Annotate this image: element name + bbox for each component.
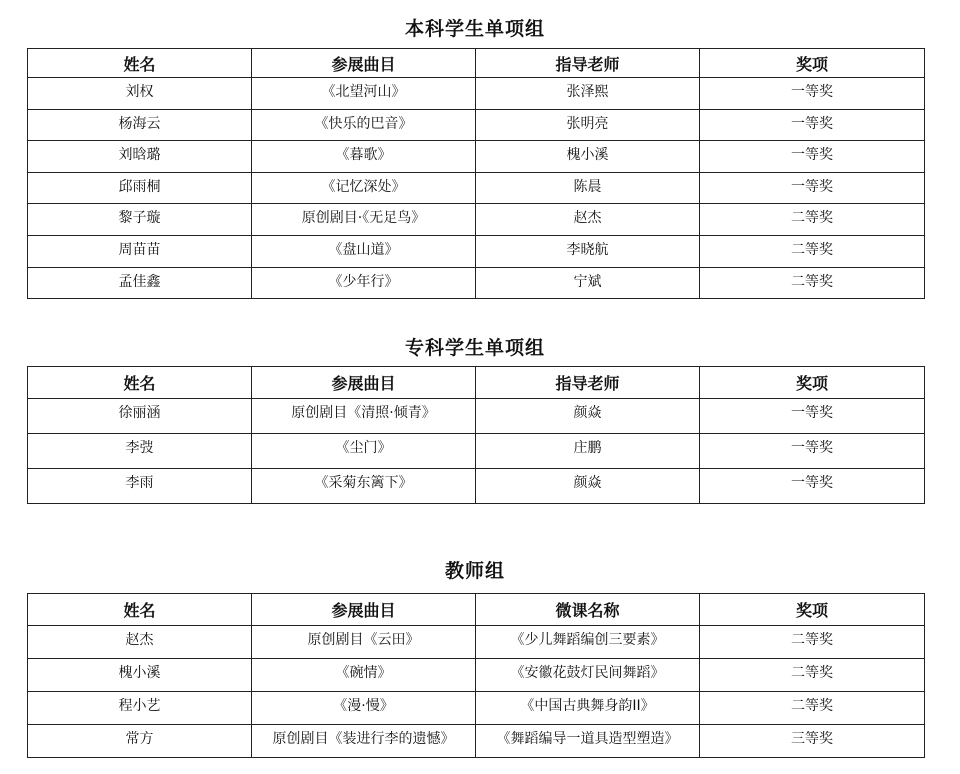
cell-name: 赵杰 — [28, 626, 252, 659]
cell-program: 《北望河山》 — [252, 78, 476, 110]
cell-program: 原创剧目·《无足鸟》 — [252, 204, 476, 236]
cell-name: 邱雨桐 — [28, 172, 252, 204]
table-row — [28, 78, 925, 110]
cell-third-column: 颜焱 — [476, 469, 700, 504]
table-row — [28, 659, 925, 692]
header-third-column: 微课名称 — [476, 594, 700, 626]
table-row — [28, 109, 925, 141]
cell-program: 《少年行》 — [252, 267, 476, 299]
cell-third-column: 宁斌 — [476, 267, 700, 299]
cell-name: 黎子璇 — [28, 204, 252, 236]
cell-award: 一等奖 — [700, 434, 925, 469]
header-third-column: 指导老师 — [476, 367, 700, 399]
cell-award: 二等奖 — [700, 204, 925, 236]
cell-program: 《碗情》 — [252, 659, 476, 692]
cell-third-column: 张明亮 — [476, 109, 700, 141]
cell-award: 二等奖 — [700, 267, 925, 299]
cell-program: 《记忆深处》 — [252, 172, 476, 204]
header-name: 姓名 — [28, 594, 252, 626]
header-award: 奖项 — [700, 367, 925, 399]
cell-third-column: 《舞蹈编导一道具造型塑造》 — [476, 725, 700, 758]
cell-third-column: 李晓航 — [476, 235, 700, 267]
cell-award: 一等奖 — [700, 78, 925, 110]
cell-name: 刘晗璐 — [28, 141, 252, 173]
cell-program: 《采菊东篱下》 — [252, 469, 476, 504]
header-name: 姓名 — [28, 49, 252, 78]
cell-program: 《尘门》 — [252, 434, 476, 469]
cell-third-column: 张泽熙 — [476, 78, 700, 110]
cell-program: 《暮歌》 — [252, 141, 476, 173]
cell-award: 二等奖 — [700, 235, 925, 267]
cell-third-column: 槐小溪 — [476, 141, 700, 173]
table-row — [28, 172, 925, 204]
cell-name: 常方 — [28, 725, 252, 758]
cell-program: 《盘山道》 — [252, 235, 476, 267]
cell-award: 一等奖 — [700, 172, 925, 204]
cell-award: 一等奖 — [700, 141, 925, 173]
cell-third-column: 《安徽花鼓灯民间舞蹈》 — [476, 659, 700, 692]
cell-award: 一等奖 — [700, 469, 925, 504]
table-row — [28, 469, 925, 504]
cell-award: 二等奖 — [700, 692, 925, 725]
header-program: 参展曲目 — [252, 367, 476, 399]
table-row — [28, 692, 925, 725]
cell-third-column: 《中国古典舞身韵II》 — [476, 692, 700, 725]
header-name: 姓名 — [28, 367, 252, 399]
cell-third-column: 赵杰 — [476, 204, 700, 236]
cell-name: 孟佳鑫 — [28, 267, 252, 299]
cell-award: 二等奖 — [700, 659, 925, 692]
cell-program: 《快乐的巴音》 — [252, 109, 476, 141]
cell-program: 《漫·慢》 — [252, 692, 476, 725]
table-header-row — [28, 594, 925, 626]
header-third-column: 指导老师 — [476, 49, 700, 78]
table-row — [28, 141, 925, 173]
cell-program: 原创剧目《清照·倾青》 — [252, 399, 476, 434]
cell-third-column: 颜焱 — [476, 399, 700, 434]
section-title-teacher: 教师组 — [444, 560, 505, 582]
table-row — [28, 399, 925, 434]
cell-name: 李雨 — [28, 469, 252, 504]
header-program: 参展曲目 — [252, 594, 476, 626]
cell-award: 一等奖 — [700, 109, 925, 141]
cell-name: 程小艺 — [28, 692, 252, 725]
section-title-junior-college: 专科学生单项组 — [404, 337, 545, 359]
header-award: 奖项 — [700, 49, 925, 78]
cell-name: 周苗苗 — [28, 235, 252, 267]
cell-name: 刘权 — [28, 78, 252, 110]
cell-third-column: 《少儿舞蹈编创三要素》 — [476, 626, 700, 659]
table-row — [28, 434, 925, 469]
table-row — [28, 626, 925, 659]
cell-program: 原创剧目《装进行李的遗憾》 — [252, 725, 476, 758]
table-row — [28, 725, 925, 758]
cell-name: 徐丽涵 — [28, 399, 252, 434]
table-header-row — [28, 49, 925, 78]
header-award: 奖项 — [700, 594, 925, 626]
cell-award: 三等奖 — [700, 725, 925, 758]
teacher-awards-table — [27, 593, 925, 758]
cell-third-column: 庄鹏 — [476, 434, 700, 469]
section-title-undergraduate: 本科学生单项组 — [404, 18, 545, 40]
table-header-row — [28, 367, 925, 399]
header-program: 参展曲目 — [252, 49, 476, 78]
table-row — [28, 235, 925, 267]
table-row — [28, 267, 925, 299]
cell-award: 一等奖 — [700, 399, 925, 434]
junior-college-awards-table — [27, 366, 925, 504]
cell-third-column: 陈晨 — [476, 172, 700, 204]
cell-name: 李弢 — [28, 434, 252, 469]
cell-award: 二等奖 — [700, 626, 925, 659]
undergraduate-awards-table — [27, 48, 925, 299]
cell-program: 原创剧目《云田》 — [252, 626, 476, 659]
cell-name: 槐小溪 — [28, 659, 252, 692]
cell-name: 杨海云 — [28, 109, 252, 141]
table-row — [28, 204, 925, 236]
